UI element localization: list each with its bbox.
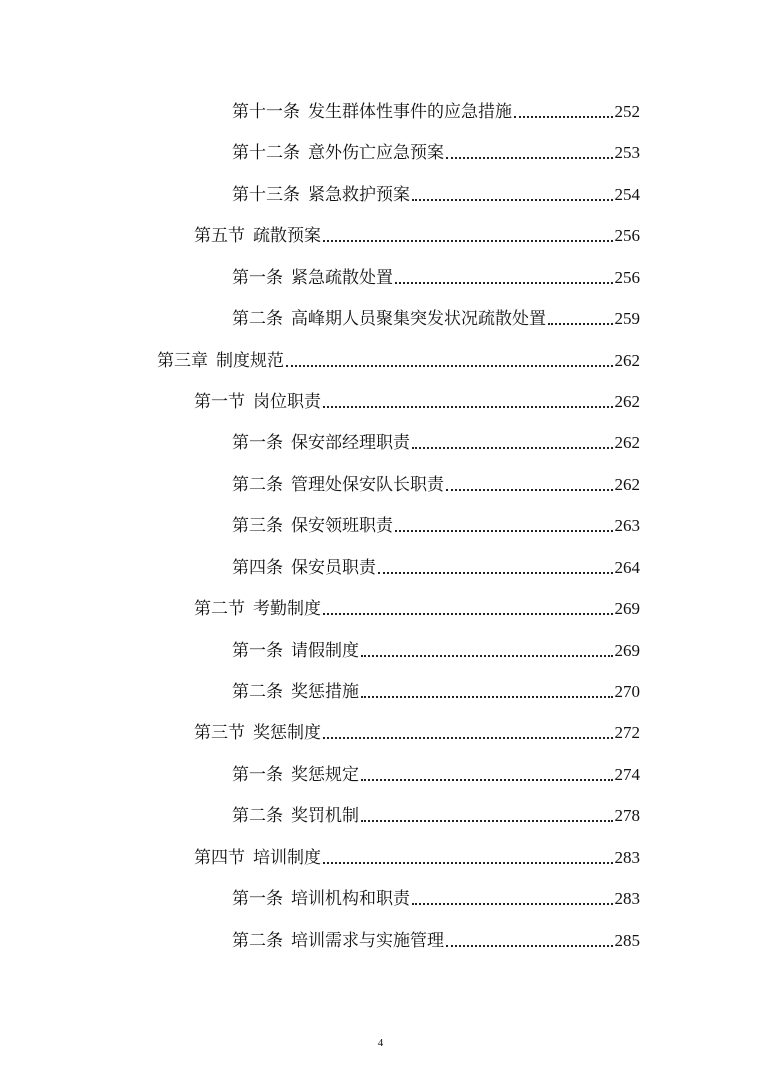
toc-entry[interactable] [232,95,640,123]
toc-entry-title: 保安领班职责 [291,516,393,536]
toc-entry-title: 奖惩措施 [291,682,359,702]
toc-entry[interactable] [232,426,640,454]
toc-entry-number: 第一条 [232,268,283,288]
toc-entry-number: 第二节 [194,599,245,619]
dot-leader [378,571,613,574]
toc-entry-title: 奖惩制度 [253,723,321,743]
toc-entry-page: 262 [614,475,640,494]
dot-leader [323,612,613,615]
toc-entry-number: 第二条 [232,682,283,702]
toc-entry-title: 岗位职责 [253,392,321,412]
dot-leader [361,778,613,781]
dot-leader [361,695,613,698]
toc-entry[interactable] [232,509,640,537]
toc-entry[interactable] [232,551,640,579]
dot-leader [412,902,613,905]
toc-entry-page: 262 [614,392,640,411]
toc-entry-page: 274 [614,765,640,784]
toc-entry[interactable] [232,882,640,910]
dot-leader [361,654,613,657]
dot-leader [323,239,613,242]
toc-entry[interactable] [232,468,640,496]
page-number: 4 [377,1037,384,1049]
toc-entry-page: 262 [614,351,640,370]
toc-entry-page: 259 [614,309,640,328]
toc-entry-title: 制度规范 [216,351,284,371]
toc-entry-page: 264 [614,558,640,577]
toc-entry-page: 263 [614,516,640,535]
toc-entry-page: 254 [614,185,640,204]
toc-entry-title: 奖罚机制 [291,806,359,826]
dot-leader [514,115,613,118]
toc-entry-number: 第一条 [232,765,283,785]
toc-entry-page: 272 [614,723,640,742]
dot-leader [395,529,613,532]
toc-entry-title: 发生群体性事件的应急措施 [308,102,512,122]
toc-entry[interactable] [232,634,640,662]
toc-entry[interactable] [194,841,640,869]
toc-entry[interactable] [232,924,640,952]
toc-entry-number: 第三章 [157,351,208,371]
toc-entry-number: 第一条 [232,641,283,661]
toc-entry-page: 269 [614,599,640,618]
toc-entry-number: 第三节 [194,723,245,743]
toc-entry-number: 第四节 [194,848,245,868]
toc-entry-number: 第十一条 [232,102,300,122]
toc-entry-title: 意外伤亡应急预案 [308,143,444,163]
toc-entry[interactable] [232,675,640,703]
dot-leader [446,156,613,159]
toc-entry-page: 283 [614,889,640,908]
dot-leader [361,819,613,822]
toc-entry[interactable] [157,344,640,372]
toc-entry-number: 第十二条 [232,143,300,163]
toc-entry-title: 保安员职责 [291,558,376,578]
dot-leader [412,198,613,201]
toc-entry-page: 253 [614,143,640,162]
toc-entry-number: 第一条 [232,889,283,909]
toc-entry-number: 第一条 [232,433,283,453]
toc-entry-title: 管理处保安队长职责 [291,475,444,495]
toc-entry[interactable] [232,302,640,330]
toc-entry-number: 第十三条 [232,185,300,205]
toc-entry-number: 第四条 [232,558,283,578]
toc-entry-title: 培训需求与实施管理 [291,931,444,951]
toc-entry-page: 262 [614,433,640,452]
dot-leader [395,281,613,284]
toc-entry-title: 紧急救护预案 [308,185,410,205]
dot-leader [548,322,613,325]
toc-entry-number: 第二条 [232,309,283,329]
dot-leader [286,364,613,367]
toc-entry-number: 第五节 [194,226,245,246]
toc-entry-title: 高峰期人员聚集突发状况疏散处置 [291,309,546,329]
toc-entry-page: 269 [614,641,640,660]
toc-entry-title: 疏散预案 [253,226,321,246]
toc-entry[interactable] [232,136,640,164]
toc-entry[interactable] [194,716,640,744]
toc-entry-number: 第三条 [232,516,283,536]
toc-entry-number: 第二条 [232,475,283,495]
toc-entry-page: 283 [614,848,640,867]
dot-leader [323,736,613,739]
toc-entry[interactable] [194,385,640,413]
toc-entry-number: 第二条 [232,931,283,951]
toc-entry-title: 保安部经理职责 [291,433,410,453]
toc-entry[interactable] [194,592,640,620]
toc-entry-page: 256 [614,226,640,245]
toc-entry[interactable] [194,219,640,247]
dot-leader [323,405,613,408]
toc-entry-title: 紧急疏散处置 [291,268,393,288]
toc-entry-page: 256 [614,268,640,287]
toc-entry-title: 请假制度 [291,641,359,661]
toc-entry-title: 奖惩规定 [291,765,359,785]
toc-entry-title: 培训机构和职责 [291,889,410,909]
toc-entry-title: 培训制度 [253,848,321,868]
toc-entry-page: 285 [614,931,640,950]
toc-entry-page: 278 [614,806,640,825]
toc-entry[interactable] [232,178,640,206]
dot-leader [446,944,613,947]
toc-entry-page: 252 [614,102,640,121]
dot-leader [446,488,613,491]
toc-entry-number: 第一节 [194,392,245,412]
toc-entry-page: 270 [614,682,640,701]
toc-entry-number: 第二条 [232,806,283,826]
dot-leader [412,446,613,449]
toc-entry[interactable] [232,261,640,289]
toc-entry-title: 考勤制度 [253,599,321,619]
toc-entry[interactable] [232,758,640,786]
toc-entry[interactable] [232,799,640,827]
dot-leader [323,861,613,864]
